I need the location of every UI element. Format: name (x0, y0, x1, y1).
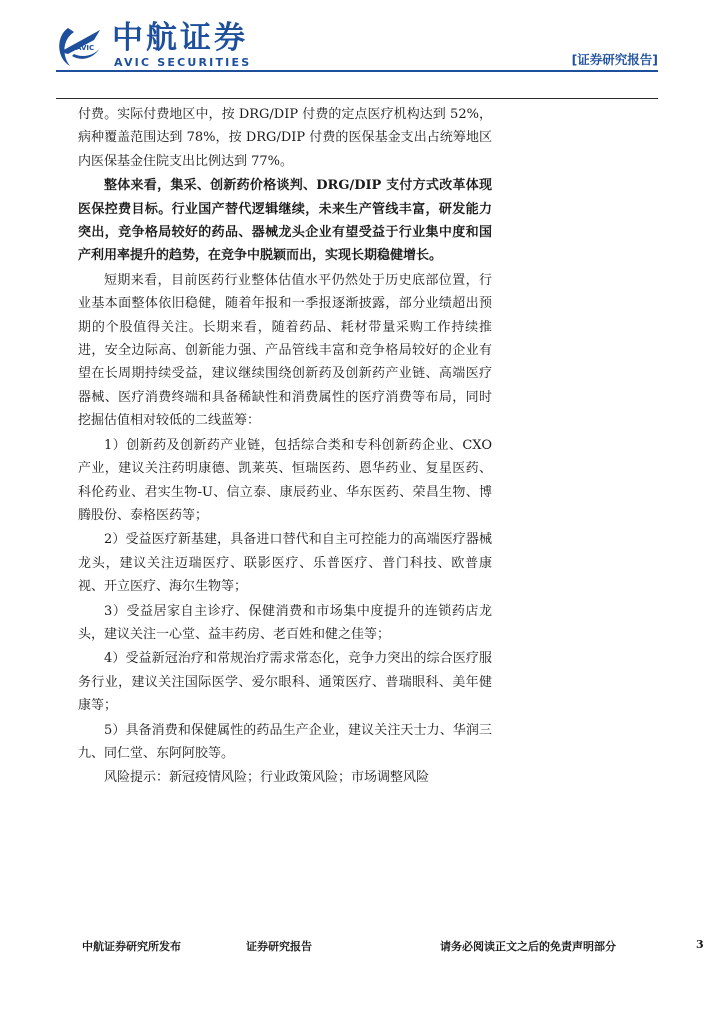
page-number: 3 (696, 938, 704, 951)
risk-warning: 风险提示：新冠疫情风险；行业政策风险；市场调整风险 (104, 770, 430, 786)
header-divider (56, 70, 658, 72)
list-item-medical-devices: 2）受益医疗新基建，具备进口替代和自主可控能力的高端医疗器械龙头，建议关注迈瑞医疗、联影医疗、乐普医疗、普门科技、欧普康视、开立医疗、海尔生物等； (78, 532, 492, 595)
footer-publisher: 中航证券研究所发布 (82, 940, 181, 953)
report-body (78, 103, 492, 790)
page-footer (0, 938, 724, 962)
avic-logo-icon (54, 22, 104, 70)
brand-name-en: AVIC SECURITIES (114, 56, 252, 69)
header-underline (56, 98, 658, 99)
page-header (0, 0, 724, 100)
list-item-innovative-drugs: 1）创新药及创新药产业链，包括综合类和专科创新药企业、CXO 产业，建议关注药明康德、凯莱英、恒瑞医药、恩华药业、复星医药、科伦药业、君实生物-U、信立泰、康辰药业、华东医药、荣昌生物、博腾股份、泰格医药等； (78, 437, 492, 523)
report-tag: [证券研究报告] (571, 52, 658, 67)
list-item-medical-services: 4）受益新冠治疗和常规治疗需求常态化，竞争力突出的综合医疗服务行业，建议关注国际医学、爱尔眼科、通策医疗、普瑞眼科、美年健康等； (78, 651, 492, 714)
list-item-pharmacies: 3）受益居家自主诊疗、保健消费和市场集中度提升的连锁药店龙头，建议关注一心堂、益丰药房、老百姓和健之佳等； (78, 603, 492, 642)
paragraph-summary-bold: 整体来看，集采、创新药价格谈判、DRG/DIP 支付方式改革体现医保控费目标。行业国产替代逻辑继续，未来生产管线丰富，研发能力突出，竞争格局较好的药品、器械龙头企业有望受益于行业集中度和国产利用率提升的趋势，在竞争中脱颖而出，实现长期稳健增长。 (78, 178, 492, 264)
paragraph-outlook: 短期来看，目前医药行业整体估值水平仍然处于历史底部位置，行业基本面整体依旧稳健，随着年报和一季报逐渐披露，部分业绩超出预期的个股值得关注。长期来看，随着药品、耗材带量采购工作持续推进，安全边际高、创新能力强、产品管线丰富和竞争格局较好的企业有望在长周期持续受益，建议继续围绕创新药及创新药产业链、高端医疗器械、医疗消费终端和具备稀缺性和消费属性的医疗消费等布局，同时挖掘估值相对较低的二线蓝筹： (78, 272, 492, 429)
logo-text: AVIC (76, 44, 95, 52)
list-item-consumer-pharma: 5）具备消费和保健属性的药品生产企业，建议关注天士力、华润三九、同仁堂、东阿阿胶等。 (78, 722, 492, 761)
paragraph-payment-stats: 付费。实际付费地区中，按 DRG/DIP 付费的定点医疗机构达到 52%，病种覆盖范围达到 78%，按 DRG/DIP 付费的医保基金支出占统筹地区内医保基金住院支出比例达到 77%。 (78, 107, 492, 169)
footer-disclaimer: 请务必阅读正文之后的免责声明部分 (440, 940, 616, 953)
footer-report-type: 证券研究报告 (246, 940, 312, 953)
brand-name-cn: 中航证券 (112, 20, 248, 56)
